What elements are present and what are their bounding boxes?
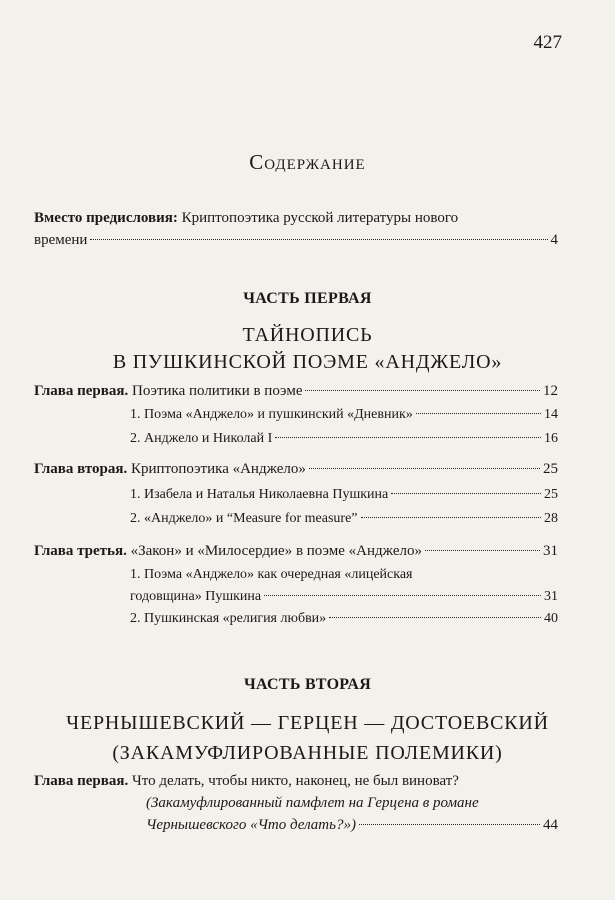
- chapter-title: «Закон» и «Милосердие» в поэме «Анджело»: [130, 543, 422, 559]
- toc-entry-section[interactable]: [130, 564, 558, 608]
- part2-title: [0, 708, 615, 768]
- leader-dots: [90, 239, 547, 240]
- toc-entry-chapter[interactable]: [34, 770, 558, 836]
- section-page: 28: [544, 511, 558, 526]
- preface-page: 4: [550, 232, 558, 248]
- toc-entry-section[interactable]: [130, 608, 558, 630]
- toc-title: Содержание: [249, 150, 366, 174]
- toc-entry-section[interactable]: [130, 508, 558, 530]
- toc-entry-section[interactable]: [130, 404, 558, 426]
- section-page: 31: [544, 589, 558, 604]
- toc-entry-chapter[interactable]: [34, 540, 558, 562]
- part1-label: ЧАСТЬ ПЕРВАЯ: [243, 290, 372, 307]
- section-title-line1: 1. Поэма «Анджело» как очередная «лицейская: [130, 567, 413, 582]
- part1-title: [0, 322, 615, 376]
- toc-entry-chapter[interactable]: [34, 458, 558, 480]
- leader-dots: [425, 550, 540, 551]
- chapter-label: Глава третья.: [34, 543, 127, 559]
- leader-dots: [391, 493, 541, 494]
- toc-entry-section[interactable]: [130, 428, 558, 450]
- toc-entry-section[interactable]: [130, 484, 558, 506]
- chapter-title: Поэтика политики в поэме: [131, 383, 303, 399]
- leader-dots: [275, 437, 541, 438]
- leader-dots: [416, 413, 541, 414]
- chapter-page: 44: [543, 817, 558, 833]
- preface-title-line1: Криптопоэтика русской литературы нового: [181, 210, 459, 226]
- section-title: 1. Изабела и Наталья Николаевна Пушкина: [130, 487, 389, 502]
- chapter-subtitle-line1: (Закамуфлированный памфлет на Герцена в романе: [146, 795, 479, 811]
- chapter-label: Глава вторая.: [34, 461, 128, 477]
- chapter-page: 31: [543, 543, 558, 559]
- chapter-label: Глава первая.: [34, 383, 129, 399]
- chapter-title: Что делать, чтобы никто, наконец, не был виноват?: [131, 773, 459, 789]
- leader-dots: [264, 595, 541, 596]
- chapter-subtitle-line2: Чернышевского «Что делать?»): [146, 817, 356, 833]
- section-page: 25: [544, 487, 558, 502]
- toc-entry-chapter[interactable]: [34, 380, 558, 402]
- section-title-line2: годовщина» Пушкина: [130, 589, 262, 604]
- part2-label: ЧАСТЬ ВТОРАЯ: [243, 676, 372, 693]
- leader-dots: [329, 617, 541, 618]
- part2-title-line2: (ЗАКАМУФЛИРОВАННЫЕ ПОЛЕМИКИ): [112, 742, 503, 764]
- chapter-title: Криптопоэтика «Анджело»: [130, 461, 306, 477]
- section-page: 40: [544, 611, 558, 626]
- preface-label: Вместо предисловия:: [34, 210, 178, 226]
- leader-dots: [361, 517, 542, 518]
- section-title: 2. «Анджело» и “Measure for measure”: [130, 511, 358, 526]
- section-title: 2. Пушкинская «религия любви»: [130, 611, 327, 626]
- page-number: 427: [533, 32, 562, 53]
- leader-dots: [309, 468, 540, 469]
- section-title: 2. Анджело и Николай I: [130, 431, 273, 446]
- section-title: 1. Поэма «Анджело» и пушкинский «Дневник»: [130, 407, 413, 422]
- toc-entry-preface[interactable]: [34, 207, 558, 251]
- part1-title-line1: ТАЙНОПИСЬ: [242, 324, 373, 346]
- part2-title-line1: ЧЕРНЫШЕВСКИЙ — ГЕРЦЕН — ДОСТОЕВСКИЙ: [66, 712, 549, 734]
- part1-title-line2: В ПУШКИНСКОЙ ПОЭМЕ «АНДЖЕЛО»: [112, 351, 503, 373]
- chapter-page: 25: [543, 461, 558, 477]
- chapter-page: 12: [543, 383, 558, 399]
- section-page: 14: [544, 407, 558, 422]
- preface-title-line2: времени: [34, 232, 88, 248]
- leader-dots: [305, 390, 540, 391]
- leader-dots: [359, 824, 540, 825]
- chapter-label: Глава первая.: [34, 773, 129, 789]
- section-page: 16: [544, 431, 558, 446]
